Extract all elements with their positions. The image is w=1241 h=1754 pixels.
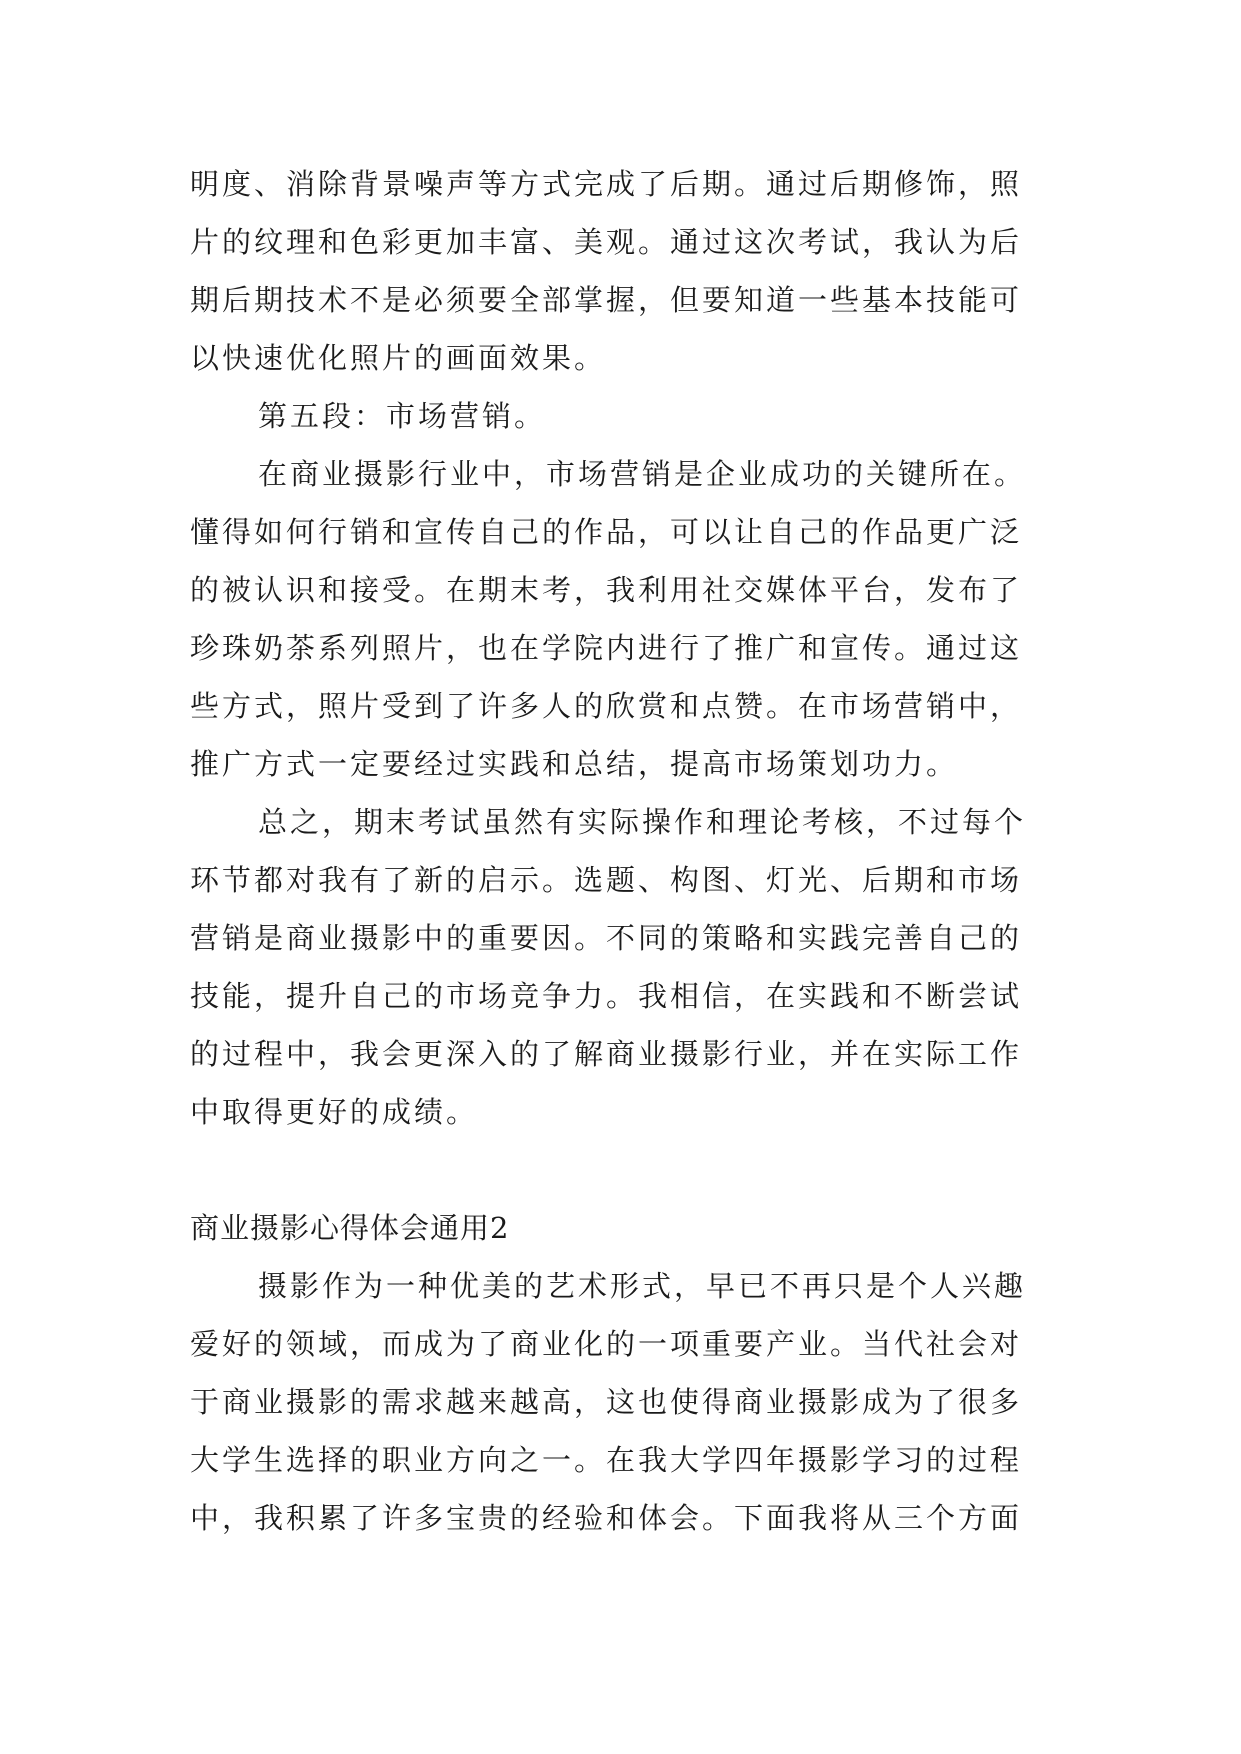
text-line: 期后期技术不是必须要全部掌握，但要知道一些基本技能可 bbox=[190, 283, 1023, 317]
section-five-title bbox=[190, 387, 1070, 445]
text-line: 大学生选择的职业方向之一。在我大学四年摄影学习的过程 bbox=[190, 1443, 1023, 1477]
text-line: 些方式，照片受到了许多人的欣赏和点赞。在市场营销中， bbox=[190, 689, 1023, 723]
text-line: 的被认识和接受。在期末考，我利用社交媒体平台，发布了 bbox=[190, 573, 1023, 607]
text-line: 摄影作为一种优美的艺术形式，早已不再只是个人兴趣 bbox=[258, 1269, 1027, 1303]
paragraph-intro bbox=[190, 1257, 1070, 1547]
text-line: 懂得如何行销和宣传自己的作品，可以让自己的作品更广泛 bbox=[190, 515, 1023, 549]
article-heading bbox=[190, 1199, 1070, 1257]
text-line: 总之，期末考试虽然有实际操作和理论考核，不过每个 bbox=[258, 805, 1027, 839]
text-line: 明度、消除背景噪声等方式完成了后期。通过后期修饰，照 bbox=[190, 167, 1023, 201]
text-line: 推广方式一定要经过实践和总结，提高市场策划功力。 bbox=[190, 747, 959, 781]
text-line: 于商业摄影的需求越来越高，这也使得商业摄影成为了很多 bbox=[190, 1385, 1023, 1419]
text-line: 在商业摄影行业中，市场营销是企业成功的关键所在。 bbox=[258, 457, 1027, 491]
text-line: 珍珠奶茶系列照片，也在学院内进行了推广和宣传。通过这 bbox=[190, 631, 1023, 665]
text-line: 环节都对我有了新的启示。选题、构图、灯光、后期和市场 bbox=[190, 863, 1023, 897]
paragraph-post-processing bbox=[190, 155, 1070, 387]
text-line: 的过程中，我会更深入的了解商业摄影行业，并在实际工作 bbox=[190, 1037, 1023, 1071]
paragraph-conclusion bbox=[190, 793, 1070, 1141]
paragraph-marketing bbox=[190, 445, 1070, 793]
text-line: 中，我积累了许多宝贵的经验和体会。下面我将从三个方面 bbox=[190, 1501, 1023, 1535]
text-line: 中取得更好的成绩。 bbox=[190, 1095, 479, 1129]
text-line: 片的纹理和色彩更加丰富、美观。通过这次考试，我认为后 bbox=[190, 225, 1023, 259]
text-line: 以快速优化照片的画面效果。 bbox=[190, 341, 607, 375]
heading-text: 商业摄影心得体会通用2 bbox=[190, 1211, 510, 1245]
text-line: 第五段：市场营销。 bbox=[258, 399, 547, 433]
text-line: 营销是商业摄影中的重要因。不同的策略和实践完善自己的 bbox=[190, 921, 1023, 955]
text-line: 爱好的领域，而成为了商业化的一项重要产业。当代社会对 bbox=[190, 1327, 1023, 1361]
text-line: 技能，提升自己的市场竞争力。我相信，在实践和不断尝试 bbox=[190, 979, 1023, 1013]
document-body bbox=[190, 155, 1070, 1547]
